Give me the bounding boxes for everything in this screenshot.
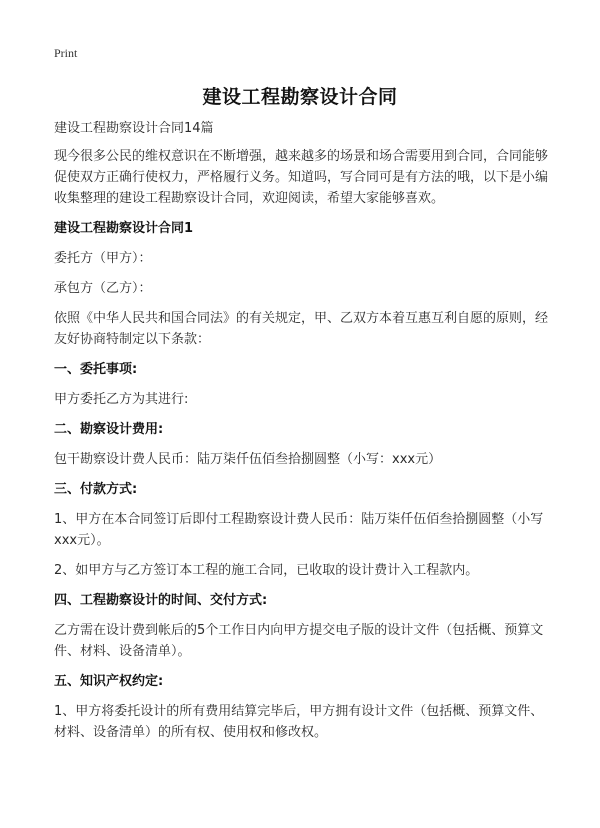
document-title: 建设工程勘察设计合同: [202, 86, 398, 108]
clause-paragraph: 乙方需在设计费到帐后的5个工作日内向甲方提交电子版的设计文件（包括概、预算文件、材料、设备清单）。: [54, 623, 544, 659]
clause-heading: 二、勘察设计费用:: [54, 422, 164, 437]
clause-paragraph: 1、甲方在本合同签订后即付工程勘察设计费人民币：陆万柒仟伍佰叁拾捌圆整（小写xxx元）。: [54, 512, 544, 548]
clause-heading: 四、工程勘察设计的时间、交付方式:: [54, 593, 268, 608]
clause-paragraph: 包干勘察设计费人民币：陆万柒仟伍佰叁拾捌圆整（小写：xxx元）: [54, 452, 442, 467]
preamble-paragraph: 依照《中华人民共和国合同法》的有关规定，甲、乙双方本着互惠互利自愿的原则，经友好协商特制定以下条款：: [54, 311, 549, 347]
intro-paragraph: 现今很多公民的维权意识在不断增强，越来越多的场景和场合需要用到合同，合同能够促使双方正确行使权力，严格履行义务。知道吗，写合同可是有方法的哦，以下是小编收集整理的建设工程勘察设计合同，欢迎阅读，希望大家能够喜欢。: [54, 149, 549, 206]
party-a-line: 委托方（甲方）：: [54, 251, 152, 266]
clause-heading: 一、委托事项:: [54, 362, 138, 377]
clause-heading: 三、付款方式:: [54, 482, 138, 497]
print-link[interactable]: Print: [54, 46, 78, 60]
clause-paragraph: 2、如甲方与乙方签订本工程的施工合同，已收取的设计费计入工程款内。: [54, 563, 479, 578]
clause-heading: 五、知识产权约定:: [54, 674, 164, 689]
section-title: 建设工程勘察设计合同1: [54, 221, 194, 236]
clause-paragraph: 1、甲方将委托设计的所有费用结算完毕后，甲方拥有设计文件（包括概、预算文件、材料、设备清单）的所有权、使用权和修改权。: [54, 704, 544, 740]
party-b-line: 承包方（乙方）：: [54, 281, 152, 296]
document-subtitle: 建设工程勘察设计合同14篇: [54, 121, 214, 136]
clause-paragraph: 甲方委托乙方为其进行:: [54, 392, 189, 407]
document-body: [54, 118, 548, 752]
